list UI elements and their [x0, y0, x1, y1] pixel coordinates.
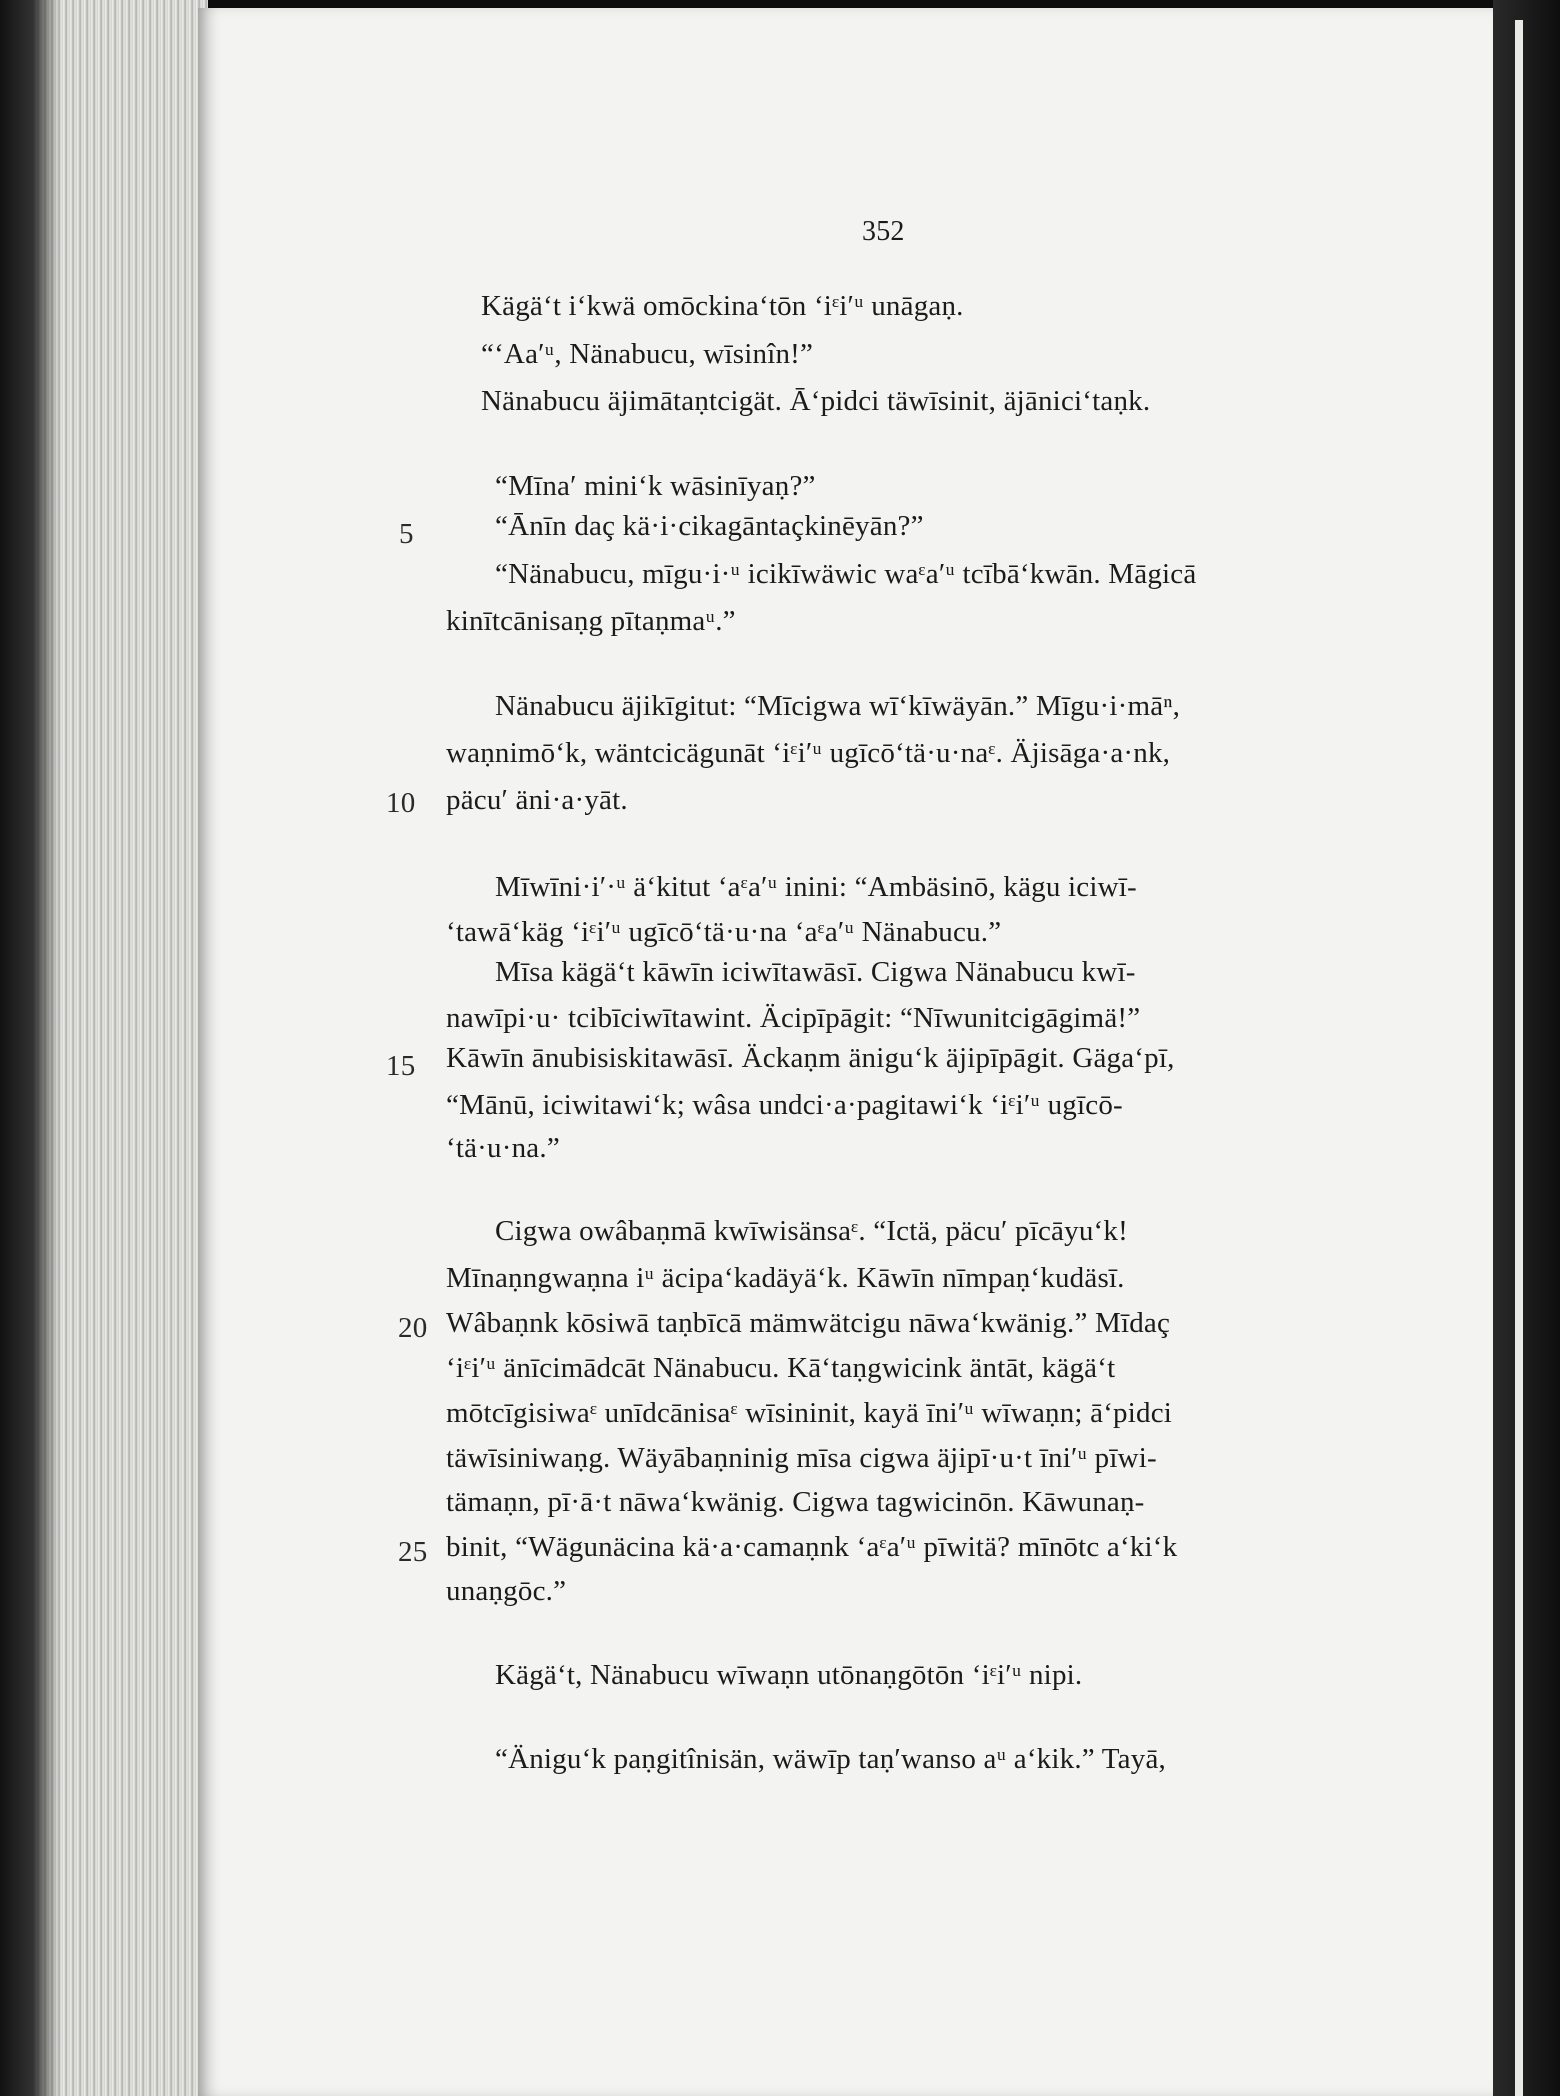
text-line-23: täwīsiniwaṇg. Wäyābaṇninig mīsa cigwa äjipī·u·t īni′ᵘ pīwi-	[446, 1442, 1157, 1474]
page-number: 352	[862, 216, 905, 247]
text-line-5: “Ānīn daç kä·i·cikagāntaçkinēyān?”	[495, 510, 924, 542]
page-stack-shadow	[0, 0, 60, 2096]
text-line-14: nawīpi·u· tcibīciwītawint. Äcipīpāgit: “Nīwunitcigāgimä!”	[446, 1002, 1141, 1034]
text-line-27: Kägä‘t, Nänabucu wīwaṇn utōnaṇgōtōn ‘iᵋi′ᵘ nipi.	[495, 1659, 1083, 1691]
text-line-16: “Mānū, iciwitawi‘k; wâsa undci·a·pagitawi‘k ‘iᵋi′ᵘ ugīcō-	[446, 1089, 1123, 1121]
text-line-17: ‘tä·u·na.”	[446, 1132, 560, 1164]
text-line-10: päcu′ äni·a·yāt.	[446, 784, 628, 816]
text-line-19: Mīnaṇngwaṇna iᵘ äcipa‘kadäyä‘k. Kāwīn nīmpaṇ‘kudäsī.	[446, 1262, 1125, 1294]
text-line-25: binit, “Wägunäcina kä·a·camaṇnk ‘aᵋa′ᵘ pīwitä? mīnōtc a‘ki‘k	[446, 1531, 1178, 1563]
text-line-24: tämaṇn, pī·ā·t nāwa‘kwänig. Cigwa tagwicinōn. Kāwunaṇ-	[446, 1486, 1145, 1518]
line-number-25: 25	[398, 1536, 428, 1568]
text-line-1: Kägä‘t i‘kwä omōckina‘tōn ‘iᵋi′ᵘ unāgaṇ.	[481, 290, 964, 322]
line-number-15: 15	[386, 1050, 416, 1082]
facing-page-edge	[1515, 20, 1523, 2096]
text-line-21: ‘iᵋi′ᵘ änīcimādcāt Nänabucu. Kā‘taṇgwicink äntāt, kägä‘t	[446, 1352, 1116, 1384]
text-line-28: “Änigu‘k paṇgitînisän, wäwīp taṇ′wanso aᵘ a‘kik.” Tayā,	[495, 1743, 1166, 1775]
text-line-22: mōtcīgisiwaᵋ unīdcānisaᵋ wīsininit, kayä īni′ᵘ wīwaṇn; ā‘pidci	[446, 1397, 1173, 1429]
text-line-13: Mīsa kägä‘t kāwīn iciwītawāsī. Cigwa Nänabucu kwī-	[495, 956, 1136, 988]
text-line-7: kinītcānisaṇg pītaṇmaᵘ.”	[446, 605, 736, 637]
text-line-12: ‘tawā‘käg ‘iᵋi′ᵘ ugīcō‘tä·u·na ‘aᵋa′ᵘ Nänabucu.”	[446, 916, 1002, 948]
line-number-10: 10	[386, 787, 416, 819]
text-line-11: Mīwīni·i′·ᵘ ä‘kitut ‘aᵋa′ᵘ inini: “Ambäsinō, kägu iciwī-	[495, 871, 1137, 903]
text-line-8: Nänabucu äjikīgitut: “Mīcigwa wī‘kīwäyān.” Mīgu·i·māⁿ,	[495, 690, 1181, 722]
line-number-20: 20	[398, 1312, 428, 1344]
text-line-15: Kāwīn ānubisiskitawāsī. Äckaṇm änigu‘k äjipīpāgit. Gäga‘pī,	[446, 1042, 1175, 1074]
text-line-6: “Nänabucu, mīgu·i·ᵘ icikīwäwic waᵋa′ᵘ tcībā‘kwān. Māgicā	[495, 558, 1197, 590]
line-number-5: 5	[399, 518, 414, 550]
text-line-3: Nänabucu äjimātaṇtcigät. Ā‘pidci täwīsinit, äjānici‘taṇk.	[481, 385, 1151, 417]
text-line-9: waṇnimō‘k, wäntcicägunāt ‘iᵋi′ᵘ ugīcō‘tä·u·naᵋ. Äjisāga·a·nk,	[446, 737, 1171, 769]
right-background	[1493, 0, 1560, 2096]
text-line-20: Wâbaṇnk kōsiwā taṇbīcā mämwätcigu nāwa‘kwänig.” Mīdaç	[446, 1307, 1171, 1339]
text-line-18: Cigwa owâbaṇmā kwīwisänsaᵋ. “Ictä, päcu′ pīcāyu‘k!	[495, 1215, 1128, 1247]
text-line-4: “Mīna′ mini‘k wāsinīyaṇ?”	[495, 470, 816, 502]
text-line-2: “‘Aa′ᵘ, Nänabucu, wīsinîn!”	[481, 338, 814, 370]
text-line-26: unaṇgōc.”	[446, 1575, 567, 1607]
